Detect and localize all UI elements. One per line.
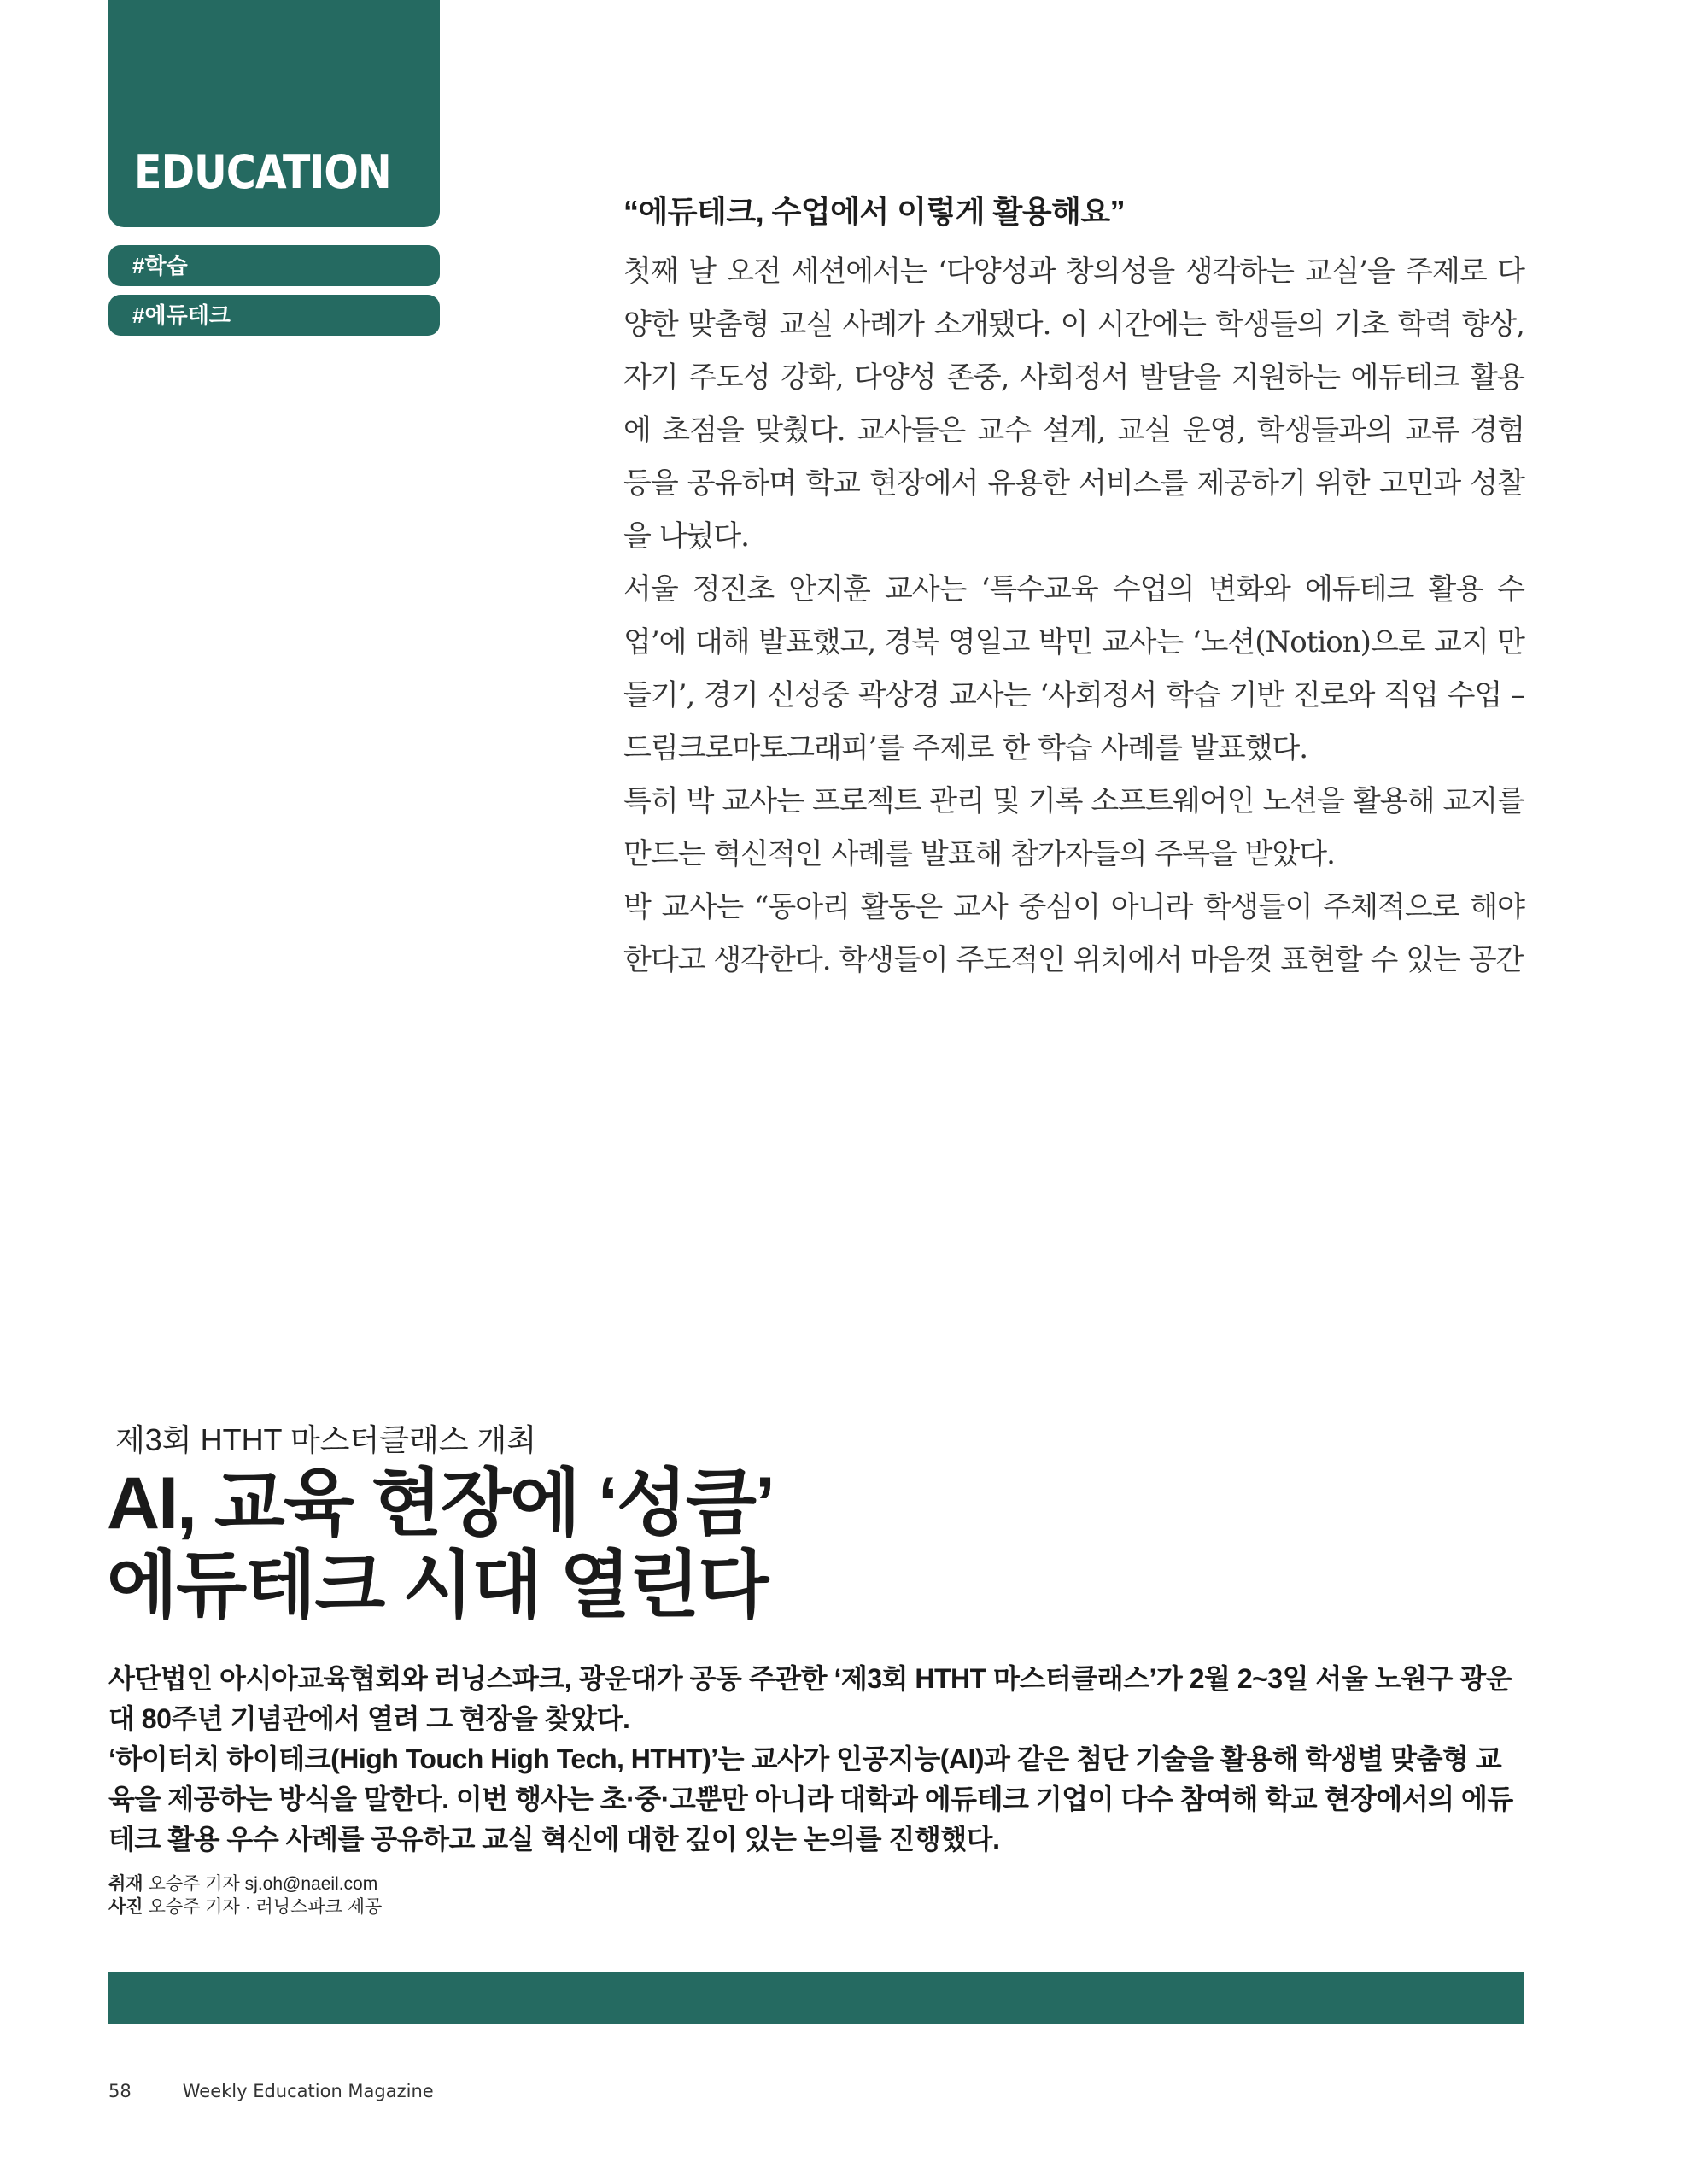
article-paragraph: 특히 박 교사는 프로젝트 관리 및 기록 소프트웨어인 노션을 활용해 교지를 만드는 혁신적인 사례를 발표해 참가자들의 주목을 받았다.: [623, 784, 1524, 871]
section-label: EDUCATION: [134, 145, 391, 199]
credit-photo: [108, 1896, 382, 1919]
article-paragraph: 서울 정진초 안지훈 교사는 ‘특수교육 수업의 변화와 에듀테크 활용 수업’에 대해 발표했고, 경북 영일고 박민 교사는 ‘노션(Notion)으로 교지 만들기’, 경기 신성중 곽상경 교사는 ‘사회정서 학습 기반 진로와 직업 수업 – 드림크로마토그래피’를 주제로 한 학습 사례를 발표했다.: [623, 572, 1524, 765]
tag-learning[interactable]: #학습: [108, 245, 440, 286]
tag-edutech[interactable]: #에듀테크: [108, 295, 440, 336]
credit-reporting: [108, 1872, 382, 1896]
page-number: 58: [108, 2081, 132, 2101]
feature-headline: [107, 1462, 1388, 1626]
lead-paragraph: ‘하이터치 하이테크(High Touch High Tech, HTHT)’는 교사가 인공지능(AI)과 같은 첨단 기술을 활용해 학생별 맞춤형 교육을 제공하는 방식을 말한다. 이번 행사는 초·중·고뿐만 아니라 대학과 에듀테크 기업이 다수 참여해 학교 현장에서의 에듀테크 활용 우수 사례를 공유하고 교실 혁신에 대한 깊이 있는 논의를 진행했다.: [108, 1743, 1513, 1855]
headline-line-1: AI, 교육 현장에 ‘성큼’: [107, 1462, 774, 1544]
article-paragraph: 첫째 날 오전 세션에서는 ‘다양성과 창의성을 생각하는 교실’을 주제로 다양한 맞춤형 교실 사례가 소개됐다. 이 시간에는 학생들의 기초 학력 향상, 자기 주도성 강화, 다양성 존중, 사회정서 발달을 지원하는 에듀테크 활용에 초점을 맞췄다. 교사들은 교수 설계, 교실 운영, 학생들과의 교류 경험 등을 공유하며 학교 현장에서 유용한 서비스를 제공하기 위한 고민과 성찰을 나눴다.: [623, 255, 1524, 554]
credit-reporting-label: 취재: [108, 1874, 143, 1894]
article-body: [623, 188, 1524, 987]
feature-kicker: 제3회 HTHT 마스터클래스 개최: [115, 1422, 537, 1457]
feature-lead: [108, 1659, 1526, 1860]
credit-reporting-value: 오승주 기자 sj.oh@naeil.com: [148, 1874, 378, 1894]
accent-bar: [108, 1972, 1524, 2024]
article-paragraph: 박 교사는 “동아리 활동은 교사 중심이 아니라 학생들이 주체적으로 해야한다고 생각한다. 학생들이 주도적인 위치에서 마음껏 표현할 수 있는 공간: [623, 890, 1524, 977]
credit-photo-label: 사진: [108, 1897, 143, 1917]
section-tab: [108, 0, 440, 227]
credit-photo-value: 오승주 기자 · 러닝스파크 제공: [148, 1897, 383, 1917]
article-subhead: “에듀테크, 수업에서 이렇게 활용해요”: [623, 194, 1126, 229]
lead-paragraph: 사단법인 아시아교육협회와 러닝스파크, 광운대가 공동 주관한 ‘제3회 HTHT 마스터클래스’가 2월 2~3일 서울 노원구 광운대 80주년 기념관에서 열려 그 현장을 찾았다.: [108, 1663, 1512, 1734]
page-footer: [108, 2081, 434, 2101]
magazine-name: Weekly Education Magazine: [182, 2081, 434, 2101]
headline-line-2: 에듀테크 시대 열린다: [107, 1544, 768, 1626]
credits: [108, 1872, 382, 1919]
